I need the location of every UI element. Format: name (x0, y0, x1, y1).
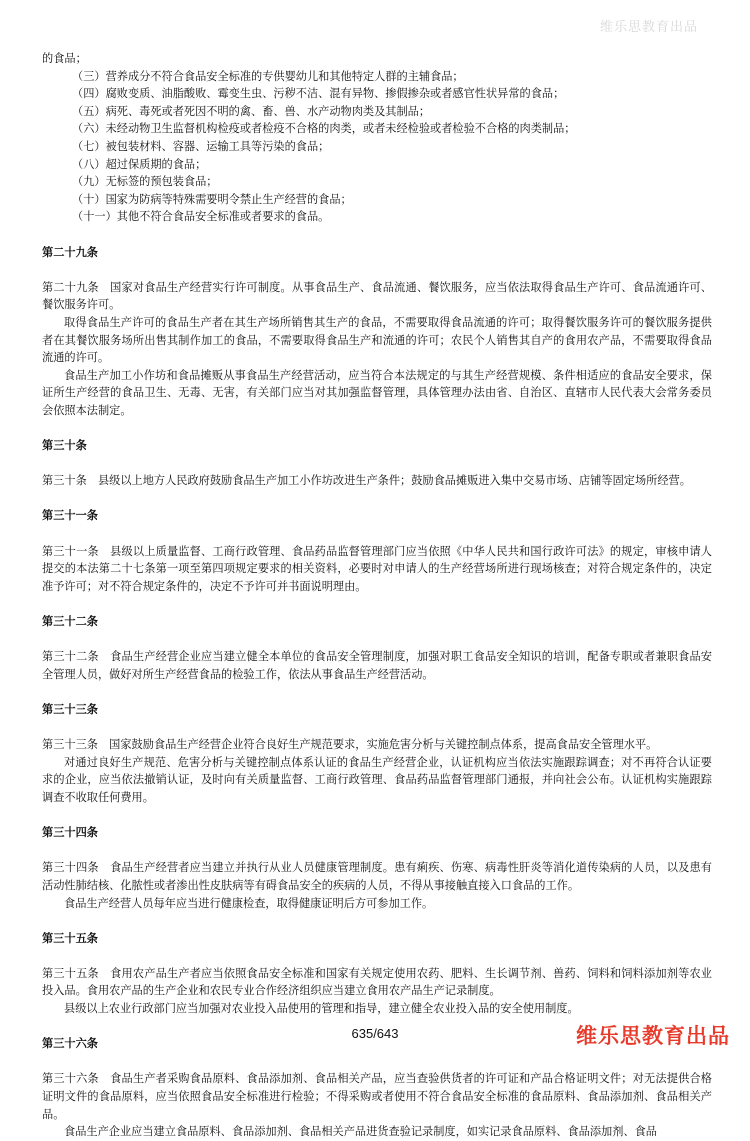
article-paragraph: 食品生产加工小作坊和食品摊贩从事食品生产经营活动，应当符合本法规定的与其生产经营规模、条件相适应的食品安全要求，保证所生产经营的食品卫生、无毒、无害，有关部门应当对其加强监督管理，具体管理办法由省、自治区、直辖市人民代表大会常务委员会依照本法制定。 (42, 368, 712, 417)
article-heading: 第三十条 (42, 439, 87, 453)
article-heading: 第三十五条 (42, 931, 98, 945)
article-paragraph: 第三十条 县级以上地方人民政府鼓励食品生产加工小作坊改进生产条件；鼓励食品摊贩进入集中交易市场、店铺等固定场所经营。 (42, 474, 691, 488)
list-item: （十）国家为防病等特殊需要明令禁止生产经营的食品； (72, 192, 352, 206)
intro-list (42, 50, 712, 226)
article-paragraph: 第二十九条 国家对食品生产经营实行许可制度。从事食品生产、食品流通、餐饮服务，应当依法取得食品生产许可、食品流通许可、餐饮服务许可。 (42, 280, 712, 312)
document-body (42, 50, 712, 1141)
article-paragraph: 食品生产企业应当建立食品原料、食品添加剂、食品相关产品进货查验记录制度，如实记录食品原料、食品添加剂、食品 (64, 1125, 657, 1139)
article-paragraph: 食品生产经营人员每年应当进行健康检查，取得健康证明后方可参加工作。 (64, 896, 434, 910)
list-item: （五）病死、毒死或者死因不明的禽、畜、兽、水产动物肉类及其制品； (72, 104, 431, 118)
article-paragraph: 第三十六条 食品生产者采购食品原料、食品添加剂、食品相关产品，应当查验供货者的许可证和产品合格证明文件；对无法提供合格证明文件的食品原料，应当依照食品安全标准进行检验；不得采购或者使用不符合食品安全标准的食品原料、食品添加剂、食品相关产品。 (42, 1072, 712, 1121)
article-heading: 第三十六条 (42, 1037, 98, 1051)
article-heading: 第三十四条 (42, 826, 98, 840)
list-item: （九）无标签的预包装食品； (72, 175, 218, 189)
watermark-bottom: 维乐思教育出品 (576, 1024, 730, 1048)
article-heading: 第二十九条 (42, 245, 98, 259)
list-item: （三）营养成分不符合食品安全标准的专供婴幼儿和其他特定人群的主辅食品； (72, 69, 464, 83)
watermark-top: 维乐思教育出品 (599, 20, 698, 35)
article-paragraph: 第三十一条 县级以上质量监督、工商行政管理、食品药品监督管理部门应当依照《中华人民共和国行政许可法》的规定，审核申请人提交的本法第二十七条第一项至第四项规定要求的相关资料，必要时对申请人的生产经营场所进行现场核查；对符合规定条件的，决定准予许可；对不符合规定条件的，决定不予许可并书面说明理由。 (42, 544, 712, 593)
article-paragraph: 县级以上农业行政部门应当加强对农业投入品使用的管理和指导，建立健全农业投入品的安全使用制度。 (64, 1002, 579, 1016)
article-paragraph: 对通过良好生产规范、危害分析与关键控制点体系认证的食品生产经营企业，认证机构应当依法实施跟踪调查；对不再符合认证要求的企业，应当依法撤销认证，及时向有关质量监督、工商行政管理、食品药品监督管理部门通报，并向社会公布。认证机构实施跟踪调查不收取任何费用。 (42, 755, 712, 804)
article-heading: 第三十二条 (42, 615, 98, 628)
article-paragraph: 第三十二条 食品生产经营企业应当建立健全本单位的食品安全管理制度，加强对职工食品安全知识的培训，配备专职或者兼职食品安全管理人员，做好对所生产经营食品的检验工作，依法从事食品生产经营活动。 (42, 650, 712, 681)
list-item: （十一）其他不符合食品安全标准或者要求的食品。 (72, 210, 330, 224)
article-heading: 第三十一条 (42, 509, 98, 523)
list-item: （六）未经动物卫生监督机构检疫或者检疫不合格的肉类，或者未经检验或者检验不合格的肉类制品； (72, 122, 576, 136)
list-item: （八）超过保质期的食品； (72, 157, 207, 171)
article-paragraph: 第三十五条 食用农产品生产者应当依照食品安全标准和国家有关规定使用农药、肥料、生长调节剂、兽药、饲料和饲料添加剂等农业投入品。食用农产品的生产企业和农民专业合作经济组织应当建立食用农产品生产记录制度。 (42, 966, 712, 998)
page-number: 635/643 (351, 1026, 399, 1041)
article-heading: 第三十三条 (42, 702, 98, 716)
list-item: （四）腐败变质、油脂酸败、霉变生虫、污秽不洁、混有异物、掺假掺杂或者感官性状异常的食品； (72, 87, 565, 101)
article-paragraph: 第三十三条 国家鼓励食品生产经营企业符合良好生产规范要求，实施危害分析与关键控制点体系，提高食品安全管理水平。 (42, 738, 658, 752)
intro-first-line: 的食品； (42, 52, 87, 65)
article-paragraph: 取得食品生产许可的食品生产者在其生产场所销售其生产的食品，不需要取得食品流通的许可；取得餐饮服务许可的餐饮服务提供者在其餐饮服务场所出售其制作加工的食品，不需要取得食品生产和流通的许可；农民个人销售其自产的食用农产品，不需要取得食品流通的许可。 (42, 315, 712, 365)
article-paragraph: 第三十四条 食品生产经营者应当建立并执行从业人员健康管理制度。患有痢疾、伤寒、病毒性肝炎等消化道传染病的人员，以及患有活动性肺结核、化脓性或者渗出性皮肤病等有碍食品安全的疾病的人员，不得从事接触直接入口食品的工作。 (42, 861, 712, 892)
list-item: （七）被包装材料、容器、运输工具等污染的食品； (72, 139, 330, 153)
